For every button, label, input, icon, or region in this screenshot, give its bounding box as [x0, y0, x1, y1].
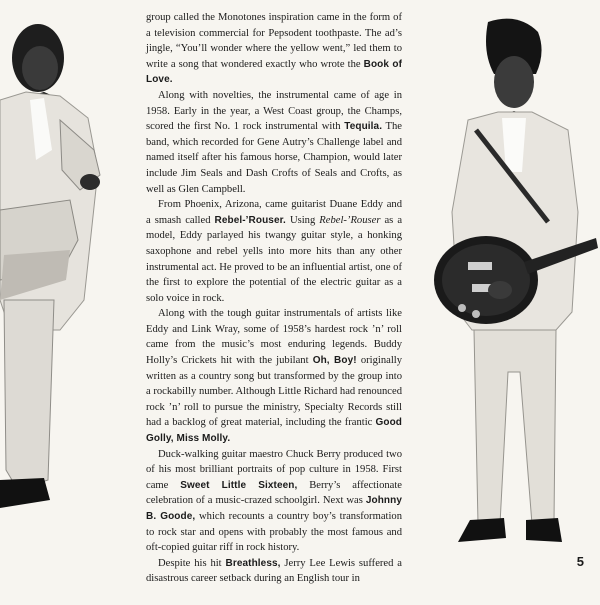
- song-title: Oh, Boy!: [312, 355, 357, 367]
- article-paragraph: [146, 197, 402, 306]
- body-text: Along with the tough guitar instrumentals of artists like Eddy and Link Wray, some of 1958’s hardest rock ’n’ roll came from the music’s most enduring legends. Buddy Holly’s Crickets hit with the jubilant: [146, 308, 402, 367]
- body-text: Despite his hit: [158, 557, 226, 569]
- song-title: Johnny B. Goode,: [146, 495, 402, 522]
- body-text: The band, which recorded for Gene Autry’s Challenge label and named itself after his famous horse, Champion, would later include Jim Seals and Dash Crofts of Seals and Crofts, as well as Glen Campbell.: [146, 121, 402, 195]
- song-title: Tequila.: [344, 121, 383, 133]
- article-paragraph: [146, 447, 402, 556]
- body-text: Jerry Lee Lewis suffered a disastrous career setback during an English tour in: [146, 557, 402, 585]
- body-text: group called the Monotones inspiration came in the form of a television commercial for Pepsodent toothpaste. The ad’s jingle, “You’ll wonder where the yellow went,” led them to write a song that wondered exactly who wrote the: [146, 12, 402, 70]
- body-text: From Phoenix, Arizona, came guitarist Duane Eddy and a smash called: [146, 199, 402, 226]
- right-guitarist-photo: [428, 12, 598, 560]
- song-title-italic: Rebel-’Rouser: [319, 214, 381, 226]
- song-title: Breathless,: [225, 557, 281, 569]
- article-text-column: [146, 10, 402, 587]
- article-paragraph: [146, 10, 402, 88]
- body-text: Using: [285, 214, 320, 226]
- body-text: which recounts a country boy’s transformation to rock star and opens with probably the most famous and oft-copied guitar riff in rock history.: [146, 511, 403, 554]
- body-text: Along with novelties, the instrumental came of age in 1958. Early in the year, a West Coast group, the Champs, scored the first No. 1 rock instrumental with: [146, 89, 402, 133]
- body-text: Duck-walking guitar maestro Chuck Berry produced two of his most brilliant portraits of pop culture in 1958. First came: [146, 448, 402, 491]
- body-text: originally written as a country song but transformed by the group into a rockabilly number. Although Little Richard had renounced rock ’n’ roll to pursue the ministry, Specialty Records still had a backlog of great material, including the frantic: [146, 355, 403, 429]
- song-title: Sweet Little Sixteen,: [180, 479, 298, 491]
- song-title: Rebel-’Rouser.: [214, 214, 286, 226]
- body-text: as a model, Eddy parlayed his twangy guitar style, a honking saxophone and rebel yells into more hits than any other instrumental act. He proved to be an influential artist, one of the first to explore the potential of the electric guitar as a solo voice in rock.: [146, 214, 403, 304]
- song-title: Book of Love.: [146, 58, 402, 86]
- left-performer-photo: [0, 0, 118, 520]
- article-paragraph: [146, 556, 402, 587]
- song-title: Good Golly, Miss Molly.: [146, 417, 402, 445]
- body-text: Berry’s affectionate celebration of a music-crazed schoolgirl. Next was: [146, 479, 403, 507]
- article-paragraph: [146, 306, 402, 446]
- page-number: 5: [576, 554, 584, 569]
- article-paragraph: [146, 88, 402, 197]
